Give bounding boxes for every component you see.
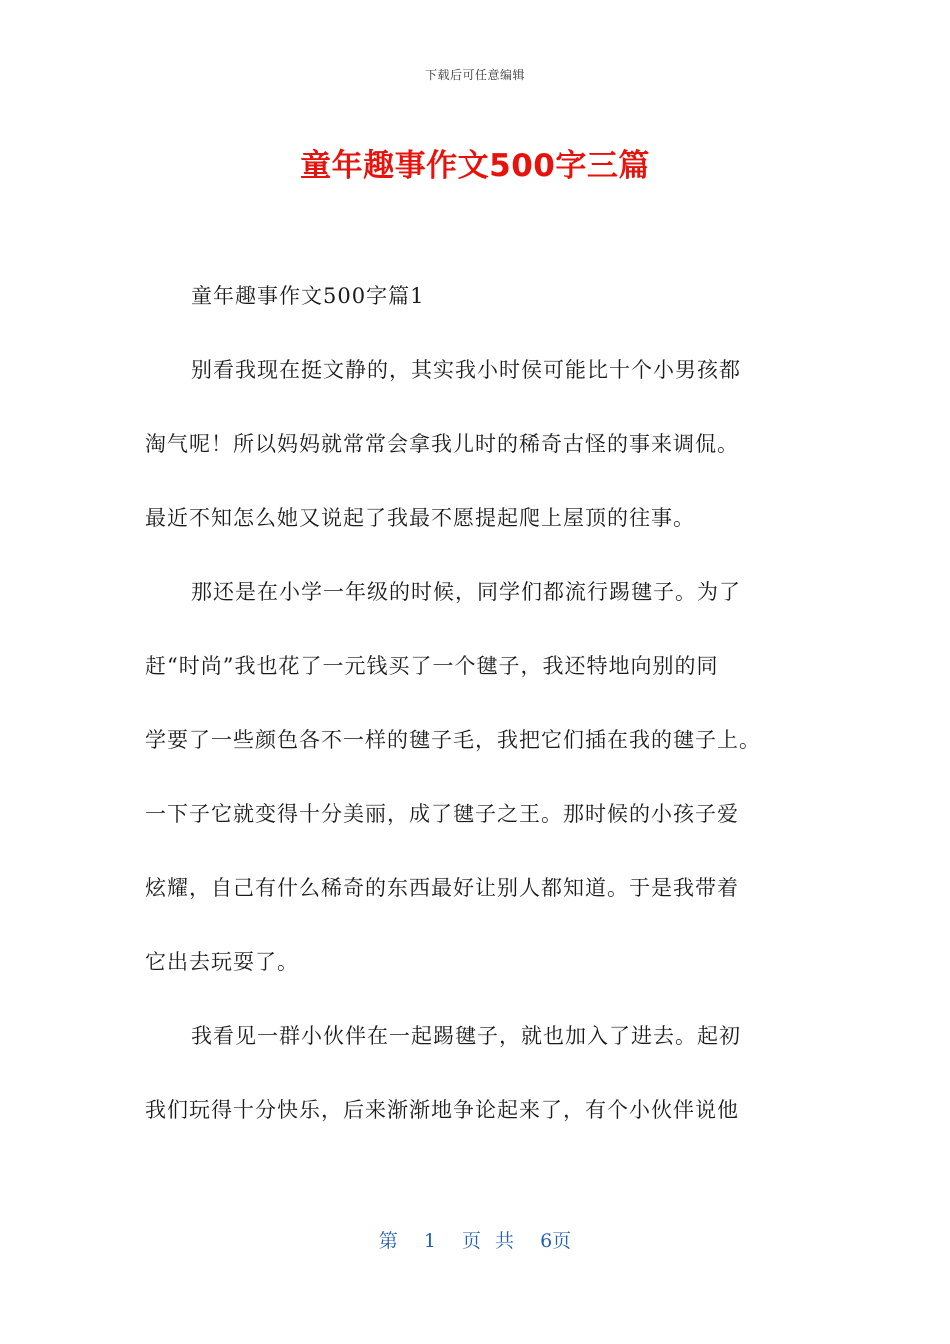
body-line: 一下子它就变得十分美丽，成了毽子之王。那时候的小孩子爱 <box>145 802 739 826</box>
body-line: 赶“时尚”我也花了一元钱买了一个毽子，我还特地向别的同 <box>145 654 719 678</box>
body-line: 它出去玩耍了。 <box>145 950 299 974</box>
page-header-note: 下载后可任意编辑 <box>424 68 525 82</box>
total-pages: 6页 <box>540 1230 572 1252</box>
current-page-number: 1 <box>423 1230 436 1252</box>
body-line: 最近不知怎么她又说起了我最不愿提起爬上屋顶的往事。 <box>145 506 695 530</box>
body-line: 淘气呢！所以妈妈就常常会拿我儿时的稀奇古怪的事来调侃。 <box>145 432 739 456</box>
footer-prefix: 第 <box>378 1230 398 1252</box>
document-body <box>145 278 805 1166</box>
body-line: 别看我现在挺文静的，其实我小时侯可能比十个小男孩都 <box>191 358 741 382</box>
page-number-footer <box>0 1226 950 1253</box>
body-line: 那还是在小学一年级的时候，同学们都流行踢毽子。为了 <box>191 580 741 604</box>
body-line: 学要了一些颜色各不一样的毽子毛，我把它们插在我的毽子上。 <box>145 728 761 752</box>
body-line: 我看见一群小伙伴在一起踢毽子，就也加入了进去。起初 <box>191 1024 741 1048</box>
body-line: 我们玩得十分快乐，后来渐渐地争论起来了，有个小伙伴说他 <box>145 1098 739 1122</box>
document-title: 童年趣事作文500字三篇 <box>300 148 650 184</box>
section-heading: 童年趣事作文500字篇1 <box>191 284 425 308</box>
footer-middle: 页 共 <box>462 1230 515 1252</box>
body-line: 炫耀，自己有什么稀奇的东西最好让别人都知道。于是我带着 <box>145 876 739 900</box>
